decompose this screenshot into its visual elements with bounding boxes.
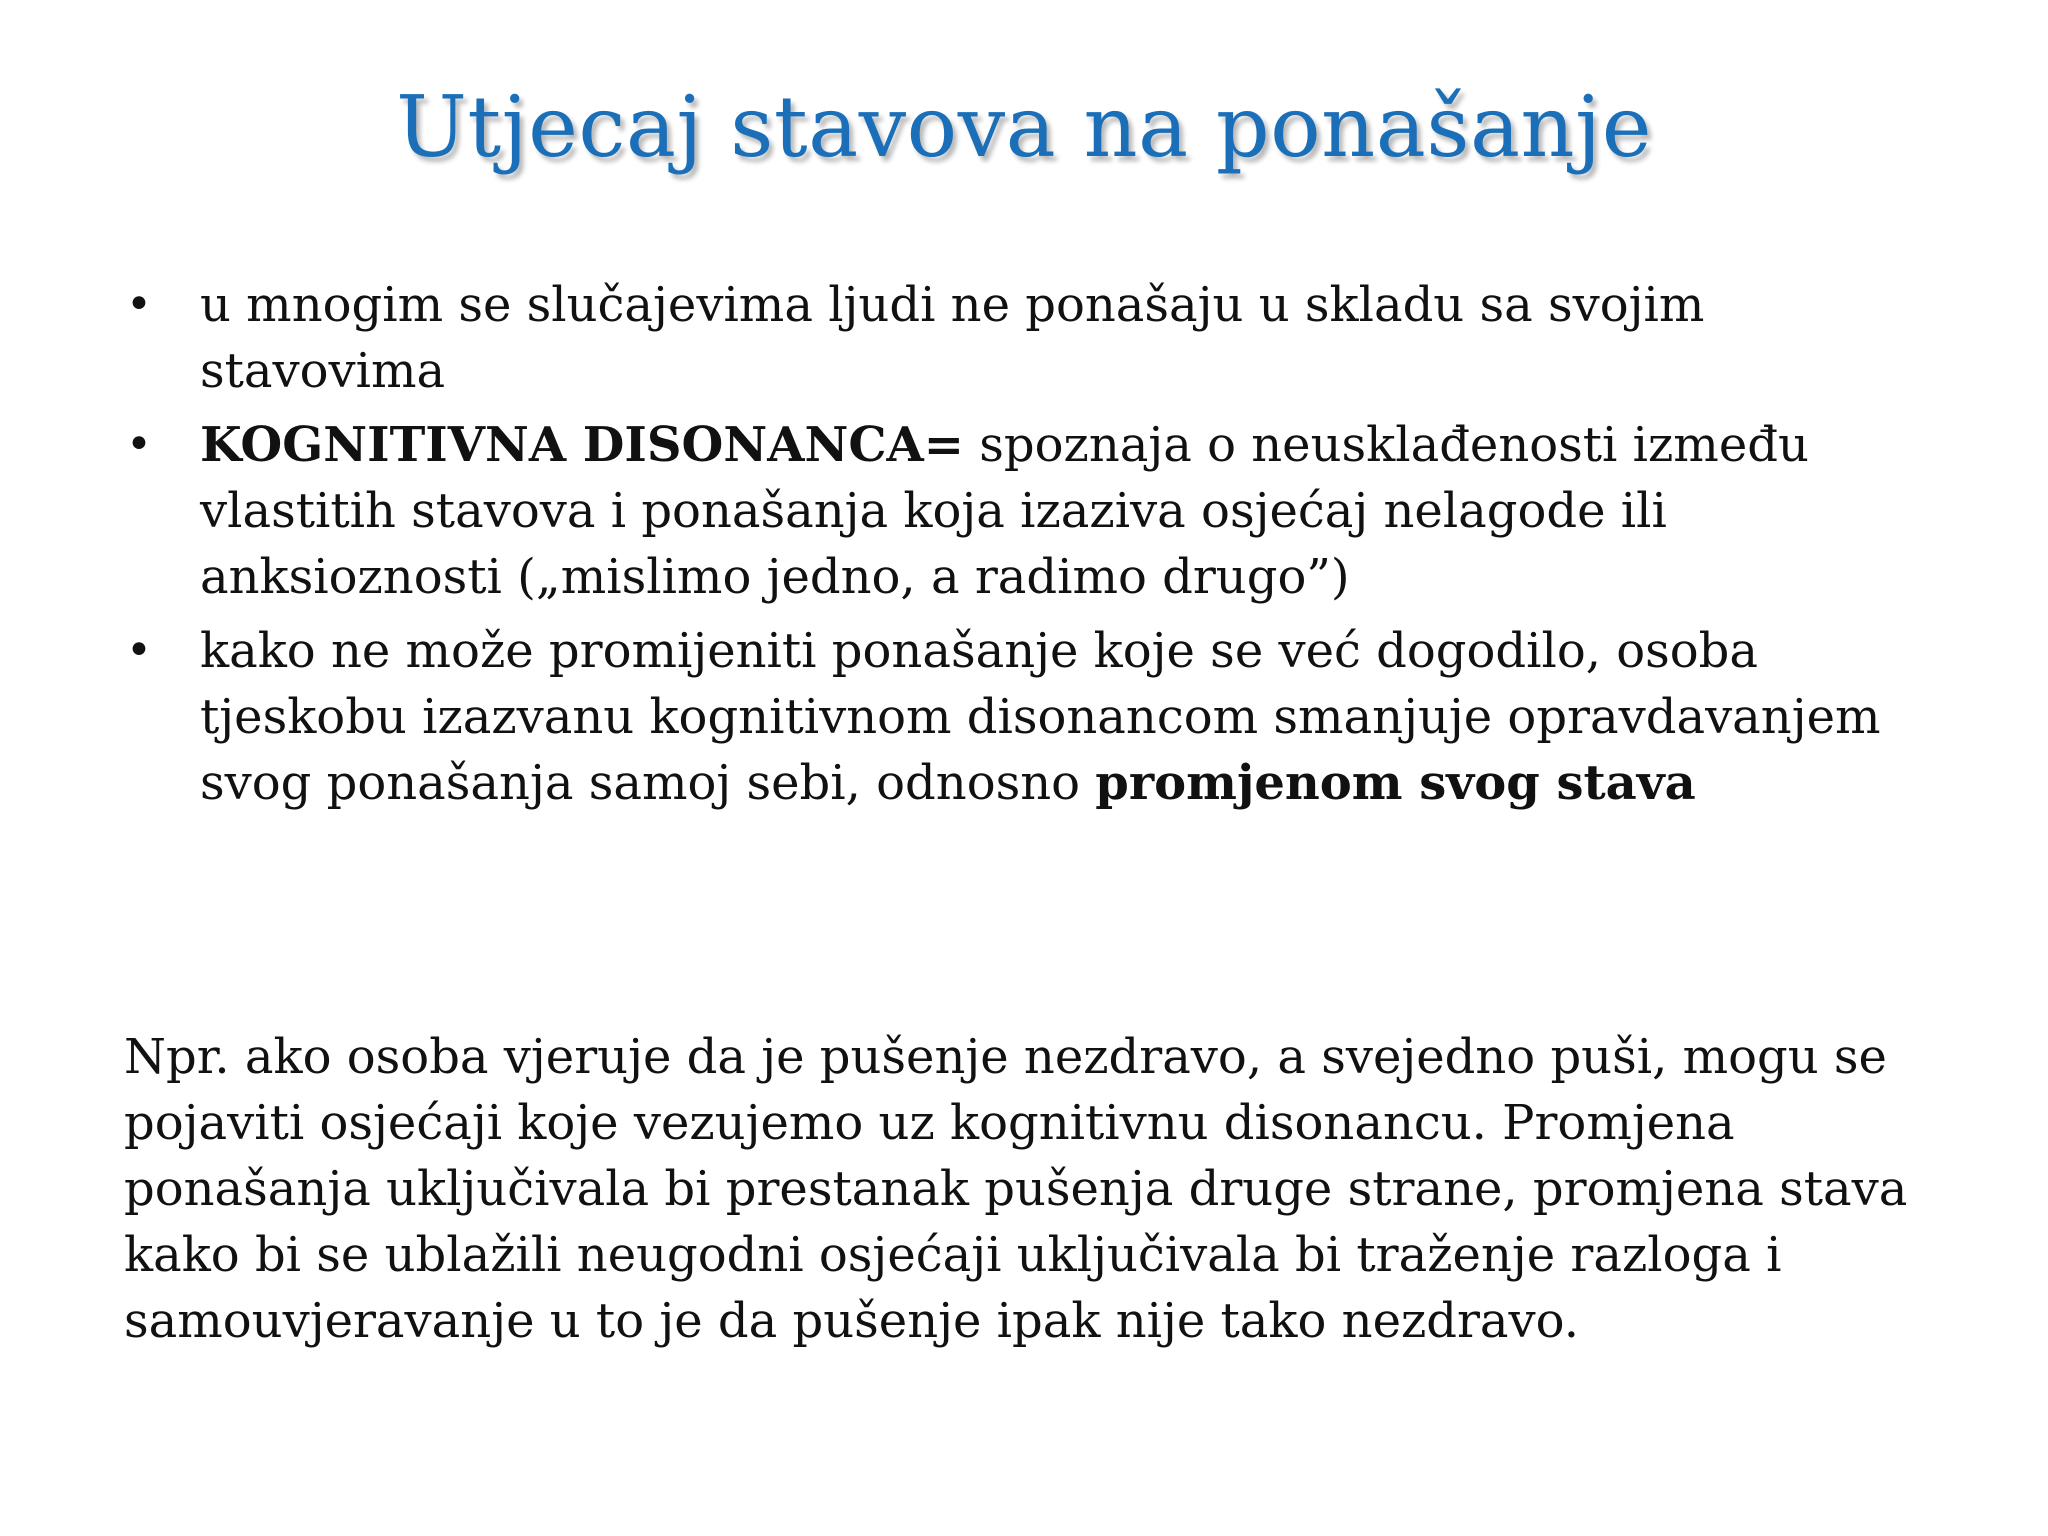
bullet-text (200, 618, 1944, 816)
bullet-text (200, 272, 1944, 404)
bullet-marker-icon: • (126, 419, 152, 470)
bullet-item (124, 272, 1944, 404)
bullet-item (124, 618, 1944, 816)
bullet-bold-term: KOGNITIVNA DISONANCA= (200, 417, 965, 473)
bullet-text (200, 412, 1944, 610)
bullet-item (124, 412, 1944, 610)
example-paragraph: Npr. ako osoba vjeruje da je pušenje nezdravo, a svejedno puši, mogu se pojaviti osjećaji koje vezujemo uz kognitivnu disonancu. Promjena ponašanja uključivala bi prestanak pušenja druge strane, promjena stava kako bi se ublažili neugodni osjećaji uključivala bi traženje razloga i samouvjeravanje u to je da pušenje ipak nije tako nezdravo. (124, 1029, 1908, 1349)
bullet-body: spoznaja o neusklađenosti između vlastitih stavova i ponašanja koja izaziva osjećaj nelagode ili anksioznosti („mislimo jedno, a radimo drugo”) (200, 417, 1809, 605)
bullet-body: kako ne može promijeniti ponašanje koje se već dogodilo, osoba tjeskobu izazvanu kognitivnom disonancom smanjuje opravdavanjem svog ponašanja samoj sebi, odnosno (200, 623, 1881, 811)
bullet-body: u mnogim se slučajevima ljudi ne ponašaju u skladu sa svojim stavovima (200, 277, 1705, 399)
slide-title: Utjecaj stavova na ponašanje (396, 78, 1652, 176)
bullet-marker-icon: • (126, 279, 152, 330)
bullet-list (124, 272, 1944, 824)
bullet-bold-conclusion: promjenom svog stava (1095, 755, 1696, 811)
bullet-marker-icon: • (126, 625, 152, 676)
